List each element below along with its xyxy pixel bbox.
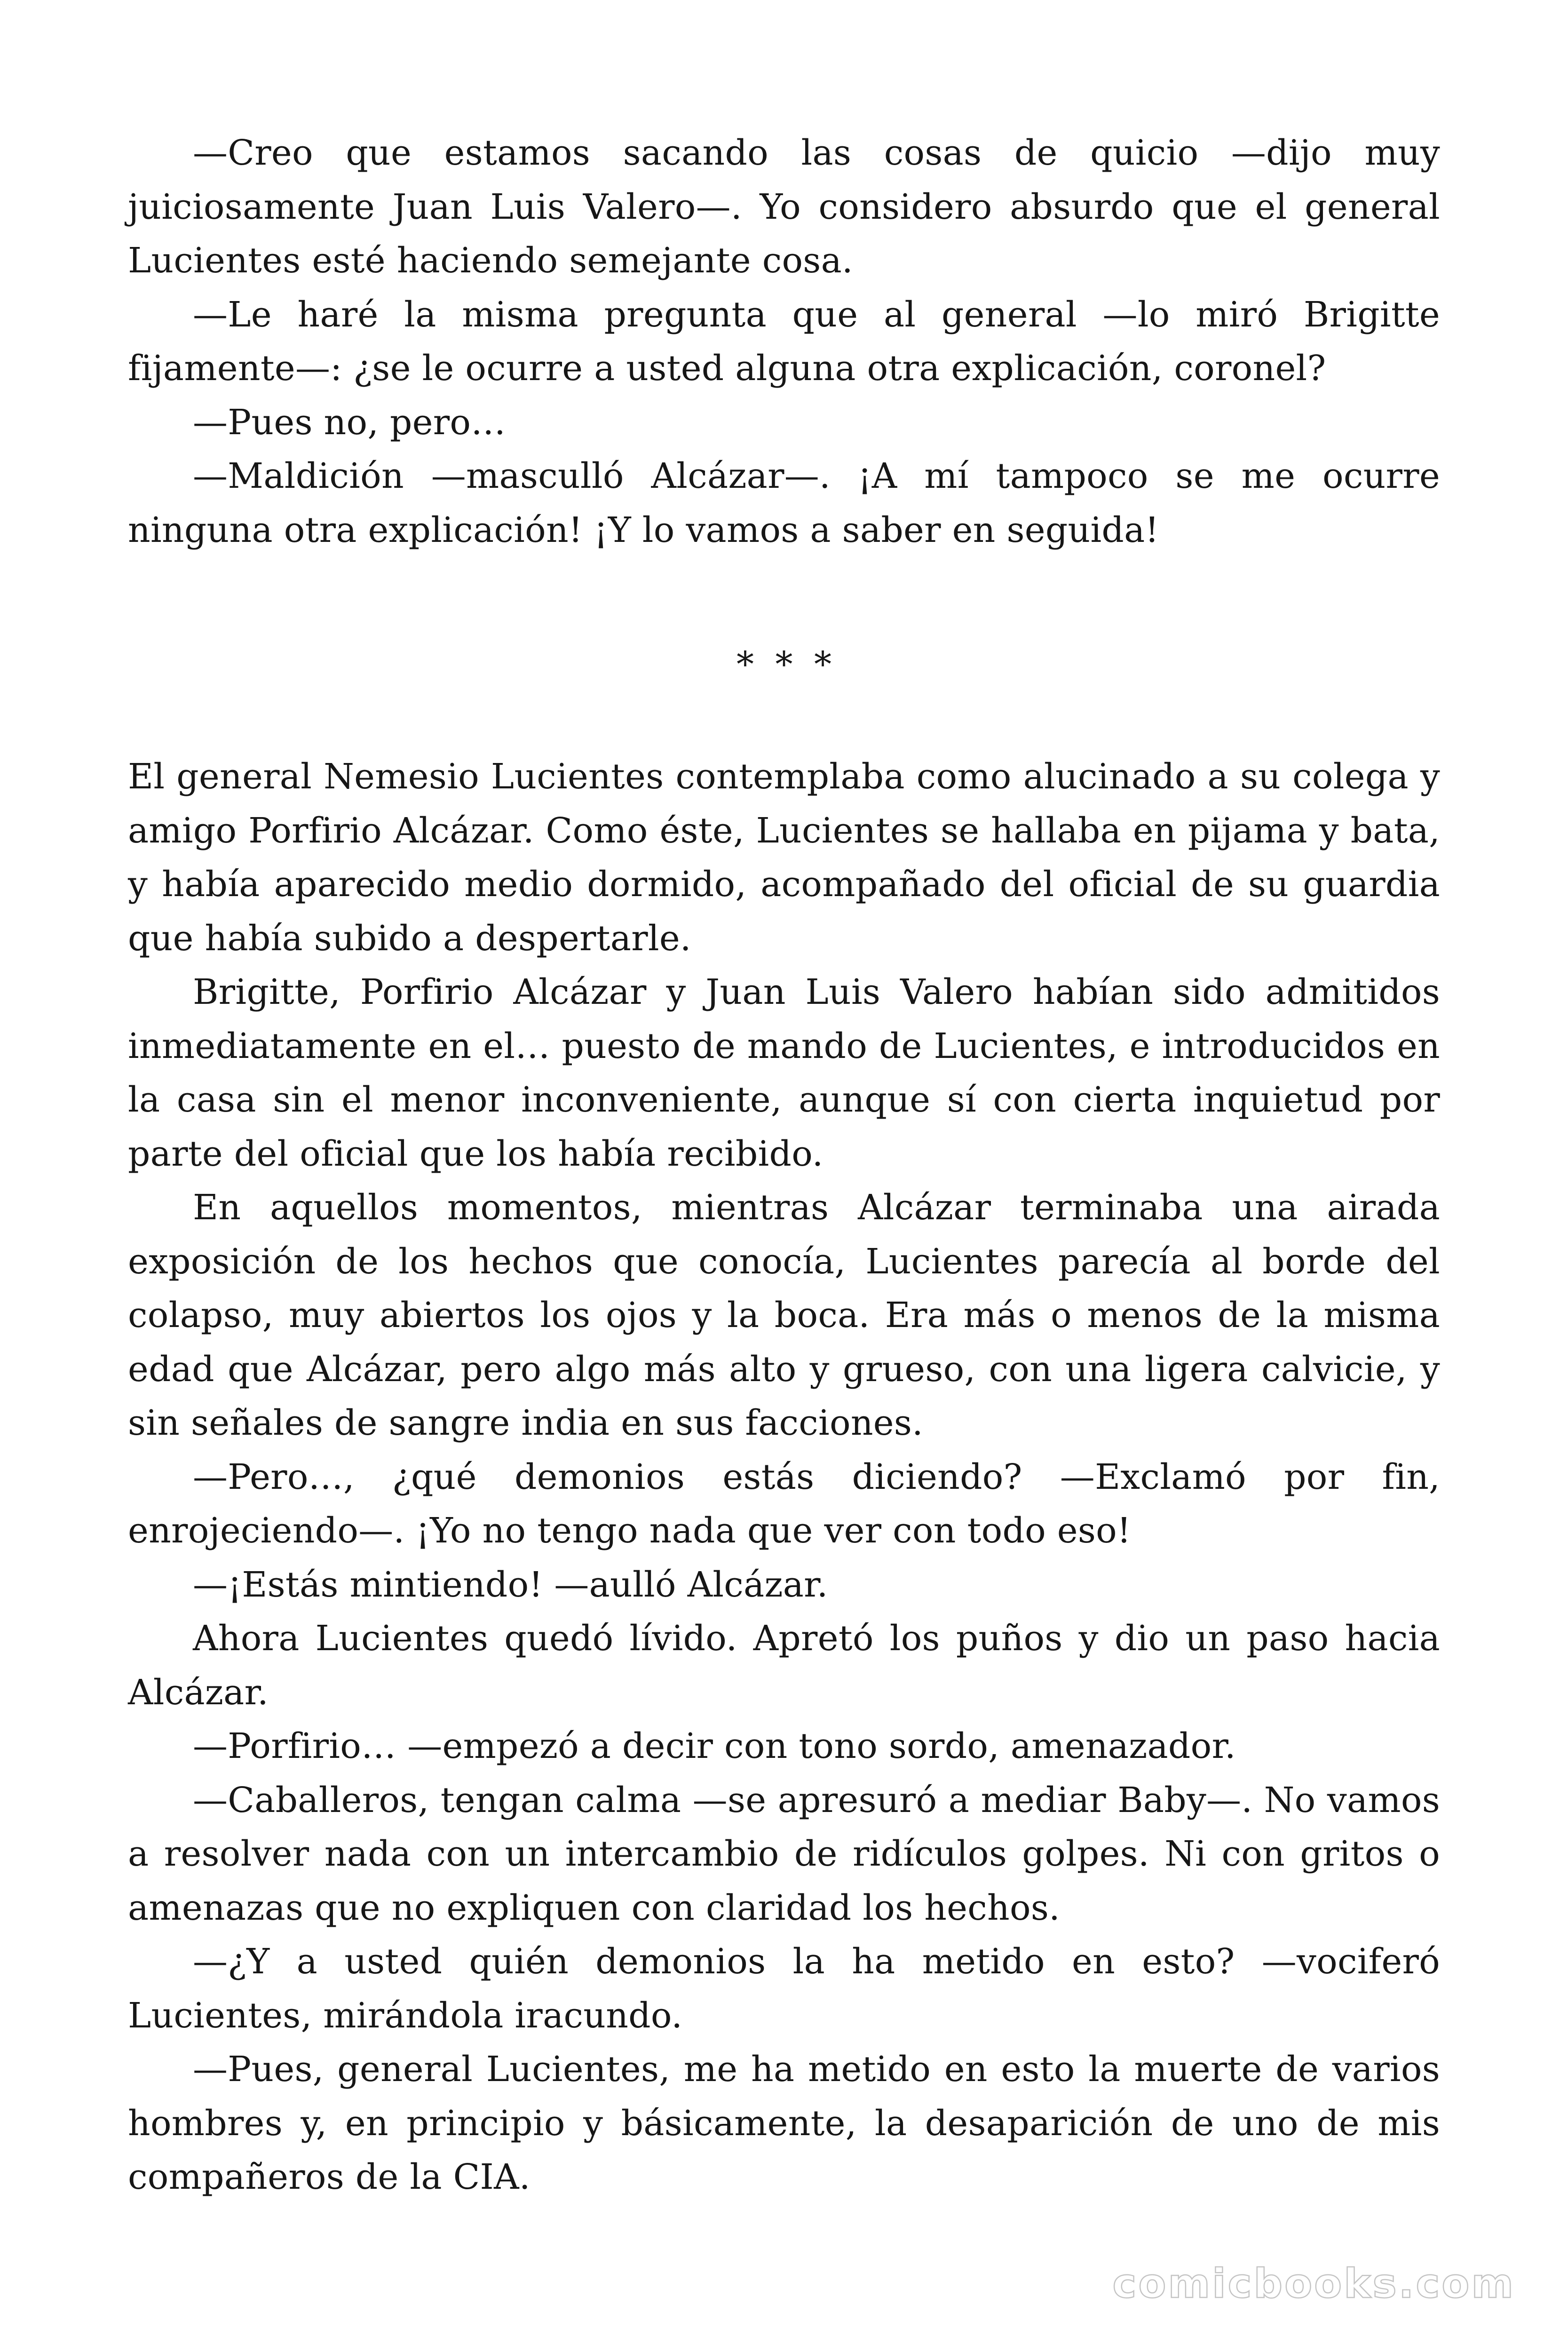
paragraph: —¿Y a usted quién demonios la ha metido en esto? —vociferó Lucientes, mirándola iracundo. xyxy=(128,1941,1440,2036)
paragraph: —Le haré la misma pregunta que al general —lo miró Brigitte fijamente—: ¿se le ocurre a usted alguna otra explicación, coronel? xyxy=(128,294,1440,389)
paragraph: —Pero…, ¿qué demonios estás diciendo? —Exclamó por fin, enrojeciendo—. ¡Yo no tengo nada que ver con todo eso! xyxy=(128,1456,1440,1551)
paragraph: —Pues no, pero… xyxy=(193,402,506,443)
paragraph: Ahora Lucientes quedó lívido. Apretó los puños y dio un paso hacia Alcázar. xyxy=(128,1618,1440,1713)
paragraph: —¡Estás mintiendo! —aulló Alcázar. xyxy=(193,1564,828,1605)
text-block-after-break xyxy=(128,750,1440,2204)
paragraph: El general Nemesio Lucientes contemplaba como alucinado a su colega y amigo Porfirio Alcázar. Como éste, Lucientes se hallaba en pijama y bata, y había aparecido medio dormido, acompañado del oficial de su guardia que había subido a despertarle. xyxy=(128,756,1440,959)
paragraph: —Creo que estamos sacando las cosas de quicio —dijo muy juiciosamente Juan Luis Valero—. Yo considero absurdo que el general Lucientes esté haciendo semejante cosa. xyxy=(128,133,1440,281)
text-block-before-break xyxy=(128,126,1440,557)
watermark: comicbooks.com xyxy=(1112,2260,1515,2307)
scene-break: * * * xyxy=(736,644,832,685)
paragraph: —Porfirio… —empezó a decir con tono sordo, amenazador. xyxy=(193,1726,1236,1766)
paragraph: —Caballeros, tengan calma —se apresuró a mediar Baby—. No vamos a resolver nada con un intercambio de ridículos golpes. Ni con gritos o amenazas que no expliquen con claridad los hechos. xyxy=(128,1780,1440,1928)
paragraph: —Maldición —masculló Alcázar—. ¡A mí tampoco se me ocurre ninguna otra explicación! ¡Y lo vamos a saber en seguida! xyxy=(128,456,1440,550)
paragraph: En aquellos momentos, mientras Alcázar terminaba una airada exposición de los hechos que conocía, Lucientes parecía al borde del colapso, muy abiertos los ojos y la boca. Era más o menos de la misma edad que Alcázar, pero algo más alto y grueso, con una ligera calvicie, y sin señales de sangre india en sus facciones. xyxy=(128,1187,1440,1443)
paragraph: Brigitte, Porfirio Alcázar y Juan Luis Valero habían sido admitidos inmediatamente en el… puesto de mando de Lucientes, e introducidos en la casa sin el menor inconveniente, aunque sí con cierta inquietud por parte del oficial que los había recibido. xyxy=(128,972,1440,1174)
paragraph: —Pues, general Lucientes, me ha metido en esto la muerte de varios hombres y, en principio y básicamente, la desaparición de uno de mis compañeros de la CIA. xyxy=(128,2049,1440,2197)
